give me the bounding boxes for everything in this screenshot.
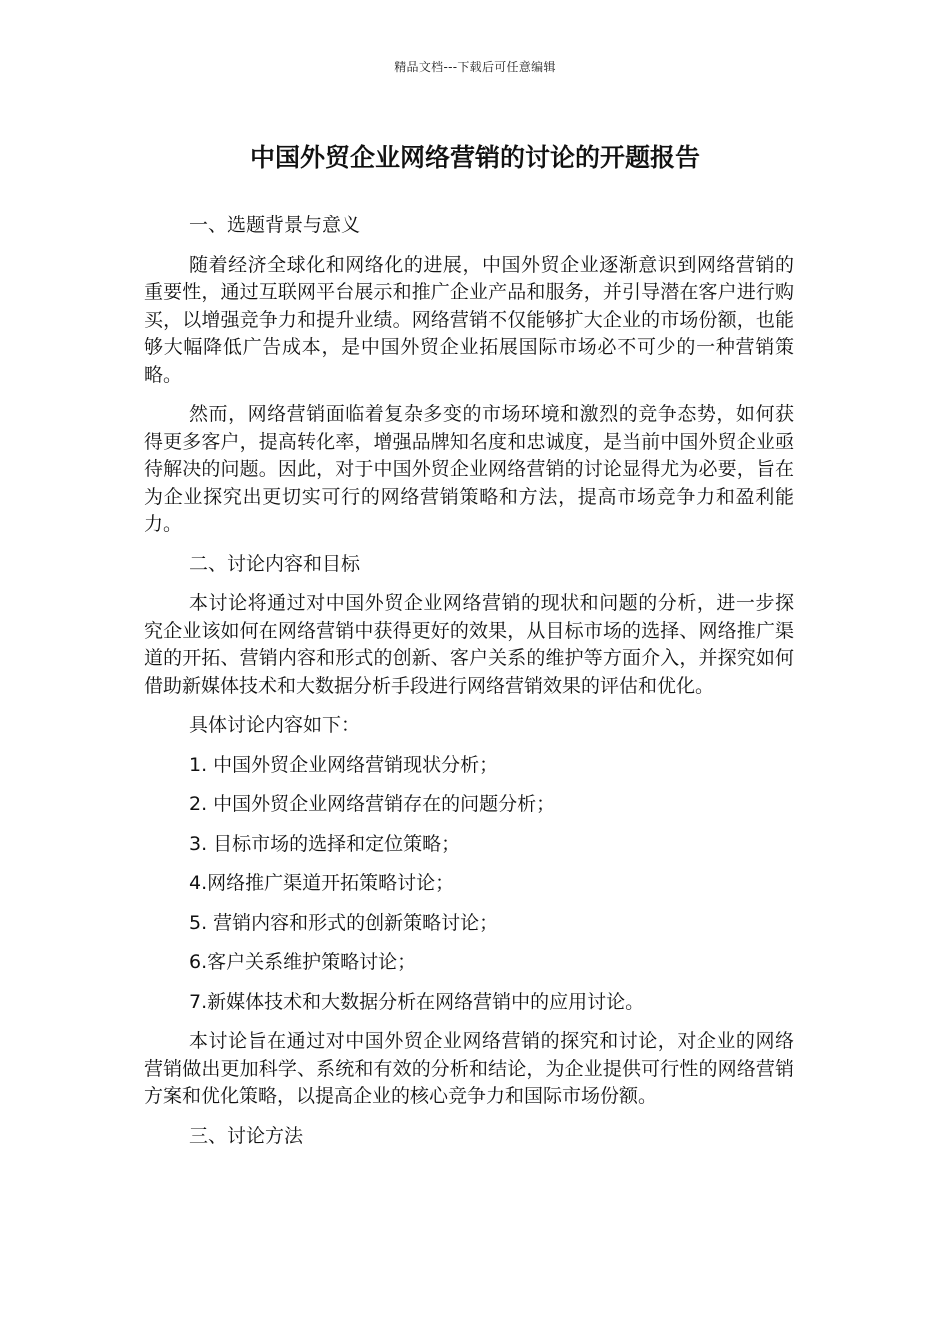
- list-item: 3. 目标市场的选择和定位策略；: [189, 832, 461, 855]
- section-heading-method: 三、讨论方法: [189, 1124, 304, 1147]
- list-item: 7.新媒体技术和大数据分析在网络营销中的应用讨论。: [189, 990, 645, 1013]
- list-item: 4.网络推广渠道开拓策略讨论；: [189, 872, 455, 894]
- paragraph-content-1: 本讨论将通过对中国外贸企业网络营销的现状和问题的分析，进一步探究企业该如何在网络营销中获得更好的效果，从目标市场的选择、网络推广渠道的开拓、营销内容和形式的创新、客户关系的维护等方面介入，并探究如何借助新媒体技术和大数据分析手段进行网络营销效果的评估和优化。: [144, 592, 794, 697]
- list-item: 2. 中国外贸企业网络营销存在的问题分析；: [189, 793, 556, 815]
- document-body: [144, 212, 794, 1150]
- document-title: 中国外贸企业网络营销的讨论的开题报告: [249, 143, 700, 172]
- section-heading-content-goals: 二、讨论内容和目标: [189, 552, 361, 575]
- paragraph-content-2: 本讨论旨在通过对中国外贸企业网络营销的探究和讨论，对企业的网络营销做出更加科学、系统和有效的分析和结论，为企业提供可行性的网络营销方案和优化策略，以提高企业的核心竞争力和国际市场份额。: [144, 1030, 794, 1107]
- header-note: 精品文档---下载后可任意编辑: [394, 60, 556, 74]
- section-heading-background: 一、选题背景与意义: [189, 214, 361, 236]
- list-item: 6.客户关系维护策略讨论；: [189, 951, 417, 973]
- list-item: 1. 中国外贸企业网络营销现状分析；: [189, 753, 499, 776]
- list-item: 5. 营销内容和形式的创新策略讨论；: [189, 911, 499, 934]
- list-intro: 具体讨论内容如下：: [189, 714, 361, 736]
- paragraph-background-1: 随着经济全球化和网络化的进展，中国外贸企业逐渐意识到网络营销的重要性，通过互联网平台展示和推广企业产品和服务，并引导潜在客户进行购买，以增强竞争力和提升业绩。网络营销不仅能够扩大企业的市场份额，也能够大幅降低广告成本，是中国外贸企业拓展国际市场必不可少的一种营销策略。: [144, 253, 794, 386]
- paragraph-background-2: 然而，网络营销面临着复杂多变的市场环境和激烈的竞争态势，如何获得更多客户，提高转化率，增强品牌知名度和忠诚度，是当前中国外贸企业亟待解决的问题。因此，对于中国外贸企业网络营销的讨论显得尤为必要，旨在为企业探究出更切实可行的网络营销策略和方法，提高市场竞争力和盈利能力。: [144, 403, 794, 535]
